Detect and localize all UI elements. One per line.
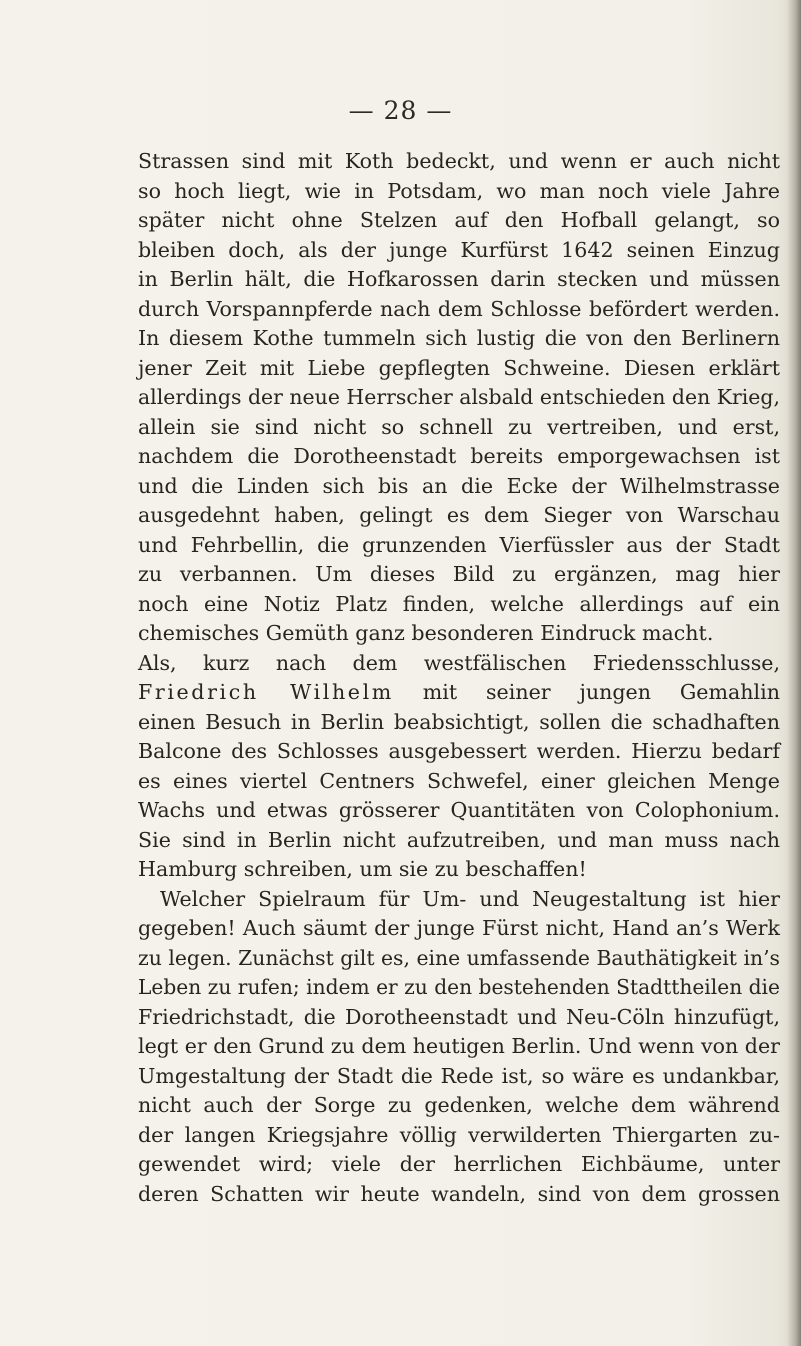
text-line: allein sie sind nicht so schnell zu vertreiben, und erst,: [138, 414, 780, 439]
text-line: und Fehrbellin, die grunzenden Vierfüssler aus der Stadt: [138, 532, 780, 557]
text-line: In diesem Kothe tummeln sich lustig die von den Berlinern: [138, 326, 780, 350]
text-line: zu verbannen. Um dieses Bild zu ergänzen, mag hier: [138, 562, 780, 586]
text-line: Friedrichstadt, die Dorotheenstadt und Neu-Cöln hinzufügt,: [138, 1004, 780, 1029]
page-edge-shadow: [787, 0, 801, 1346]
text-line: Leben zu rufen; indem er zu den bestehenden Stadttheilen die: [138, 975, 780, 999]
text-line: der langen Kriegsjahre völlig verwilderten Thiergarten zu-: [138, 1122, 780, 1147]
text-line: und die Linden sich bis an die Ecke der Wilhelmstrasse: [138, 473, 780, 498]
page-number: — 28 —: [348, 96, 453, 125]
text-line: Wachs und etwas grösserer Quantitäten von Colophonium.: [138, 798, 780, 822]
text-line: Balcone des Schlosses ausgebessert werden. Hierzu bedarf: [138, 739, 780, 763]
text-line: gegeben! Auch säumt der junge Fürst nicht, Hand an’s Werk: [138, 916, 780, 940]
text-line: Welcher Spielraum für Um- und Neugestaltung ist hier: [160, 886, 780, 911]
text-line: in Berlin hält, die Hofkarossen darin stecken und müssen: [138, 267, 780, 291]
text-line-rest: mit seiner jungen Gemahlin: [422, 680, 780, 704]
text-line: einen Besuch in Berlin beabsichtigt, sollen die schadhaften: [138, 709, 780, 734]
spaced-name: Friedrich Wilhelm: [138, 680, 394, 704]
text-line: so hoch liegt, wie in Potsdam, wo man noch viele Jahre: [138, 178, 780, 203]
body-text: [138, 147, 780, 1209]
text-line: allerdings der neue Herrscher alsbald entschieden den Krieg,: [138, 385, 780, 409]
text-line: es eines viertel Centners Schwefel, einer gleichen Menge: [138, 768, 780, 793]
text-line: bleiben doch, als der junge Kurfürst 1642 seinen Einzug: [138, 237, 780, 262]
text-line: Strassen sind mit Koth bedeckt, und wenn er auch nicht: [138, 149, 780, 173]
text-line: gewendet wird; viele der herrlichen Eichbäume, unter: [138, 1152, 780, 1176]
text-line: jener Zeit mit Liebe gepflegten Schweine. Diesen erklärt: [138, 355, 780, 380]
text-line: später nicht ohne Stelzen auf den Hofball gelangt, so: [138, 208, 780, 232]
text-line: Hamburg schreiben, um sie zu beschaffen!: [138, 857, 587, 881]
text-line: chemisches Gemüth ganz besonderen Eindruck macht.: [138, 621, 714, 645]
text-line: zu legen. Zunächst gilt es, eine umfassende Bauthätigkeit in’s: [138, 945, 781, 970]
text-line: nicht auch der Sorge zu gedenken, welche dem während: [138, 1093, 780, 1117]
text-line: ausgedehnt haben, gelingt es dem Sieger von Warschau: [138, 503, 780, 527]
text-line-spaced-name: [138, 678, 780, 708]
text-line: durch Vorspannpferde nach dem Schlosse befördert werden.: [138, 296, 780, 321]
text-line: deren Schatten wir heute wandeln, sind von dem grossen: [138, 1181, 780, 1206]
text-line: legt er den Grund zu dem heutigen Berlin. Und wenn von der: [138, 1034, 780, 1058]
text-line: nachdem die Dorotheenstadt bereits emporgewachsen ist: [138, 444, 780, 468]
text-line: Als, kurz nach dem westfälischen Friedensschlusse,: [138, 650, 780, 675]
text-line: Umgestaltung der Stadt die Rede ist, so wäre es undankbar,: [138, 1063, 780, 1088]
text-line: noch eine Notiz Platz finden, welche allerdings auf ein: [138, 591, 780, 616]
text-line: Sie sind in Berlin nicht aufzutreiben, und man muss nach: [138, 827, 780, 852]
